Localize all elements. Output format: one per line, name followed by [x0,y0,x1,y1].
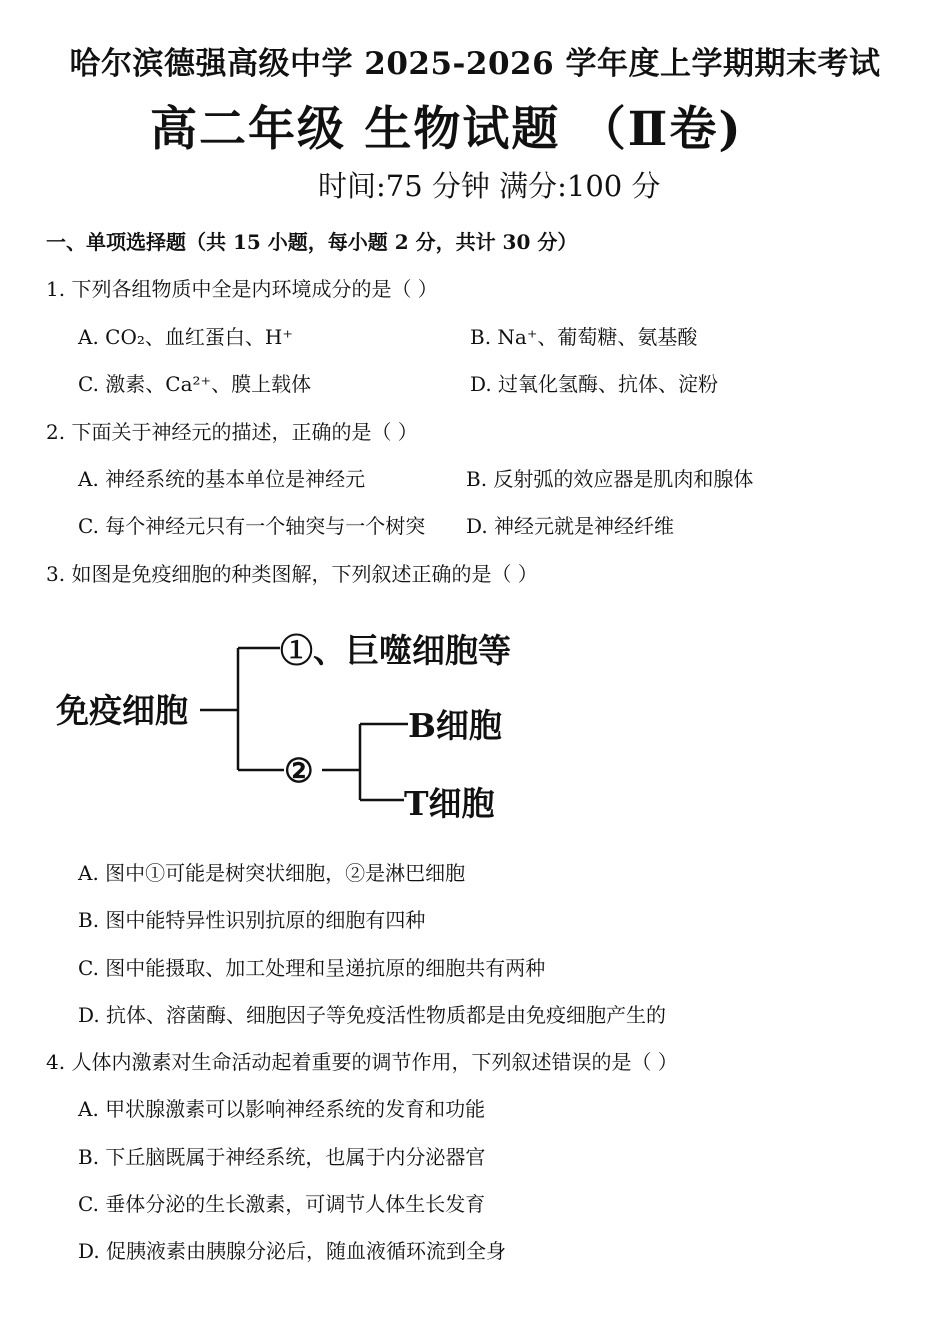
question-1-stem: 1. 下列各组物质中全是内环境成分的是（ ） [46,277,438,301]
question-2-stem: 2. 下面关于神经元的描述，正确的是（ ） [46,420,418,444]
question-2-option-d: D. 神经元就是神经纤维 [466,514,675,538]
question-1-option-b: B. Na⁺、葡萄糖、氨基酸 [470,325,698,349]
exam-school-title: 哈尔滨德强高级中学 2025-2026 学年度上学期期末考试 [69,46,881,82]
question-1-option-d: D. 过氧化氢酶、抗体、淀粉 [470,372,719,396]
diagram-leaf-b-cell: B细胞 [408,706,502,745]
question-3-option-c: C. 图中能摄取、加工处理和呈递抗原的细胞共有两种 [78,956,546,980]
question-3-option-a: A. 图中①可能是树突状细胞，②是淋巴细胞 [78,861,466,885]
section-heading: 一、单项选择题（共 15 小题，每小题 2 分，共计 30 分） [46,230,578,254]
question-4-option-c: C. 垂体分泌的生长激素，可调节人体生长发育 [78,1192,486,1216]
question-3-stem: 3. 如图是免疫细胞的种类图解，下列叙述正确的是（ ） [46,562,538,586]
immune-cell-diagram [40,612,560,832]
question-3-option-b: B. 图中能特异性识别抗原的细胞有四种 [78,908,426,932]
exam-time-info: 时间:75 分钟 满分:100 分 [318,169,661,203]
question-2-option-b: B. 反射弧的效应器是肌肉和腺体 [466,467,754,491]
diagram-root-label: 免疫细胞 [56,691,188,730]
diagram-leaf-t-cell: T细胞 [404,784,495,823]
question-4-stem: 4. 人体内激素对生命活动起着重要的调节作用，下列叙述错误的是（ ） [46,1050,678,1074]
question-3-option-d: D. 抗体、溶菌酶、细胞因子等免疫活性物质都是由免疫细胞产生的 [78,1003,667,1027]
diagram-branch1-label: ①、巨噬细胞等 [280,631,511,670]
question-1-option-c: C. 激素、Ca²⁺、膜上载体 [78,372,312,396]
diagram-branch2-label: ② [284,751,314,790]
question-4-option-d: D. 促胰液素由胰腺分泌后，随血液循环流到全身 [78,1239,507,1263]
question-1-option-a: A. CO₂、血红蛋白、H⁺ [78,325,293,349]
question-2-option-a: A. 神经系统的基本单位是神经元 [78,467,366,491]
question-4-option-a: A. 甲状腺激素可以影响神经系统的发育和功能 [78,1097,486,1121]
exam-title: 高二年级 生物试题 （Ⅱ卷) [150,102,743,157]
question-2-option-c: C. 每个神经元只有一个轴突与一个树突 [78,514,426,538]
question-4-option-b: B. 下丘脑既属于神经系统，也属于内分泌器官 [78,1145,486,1169]
